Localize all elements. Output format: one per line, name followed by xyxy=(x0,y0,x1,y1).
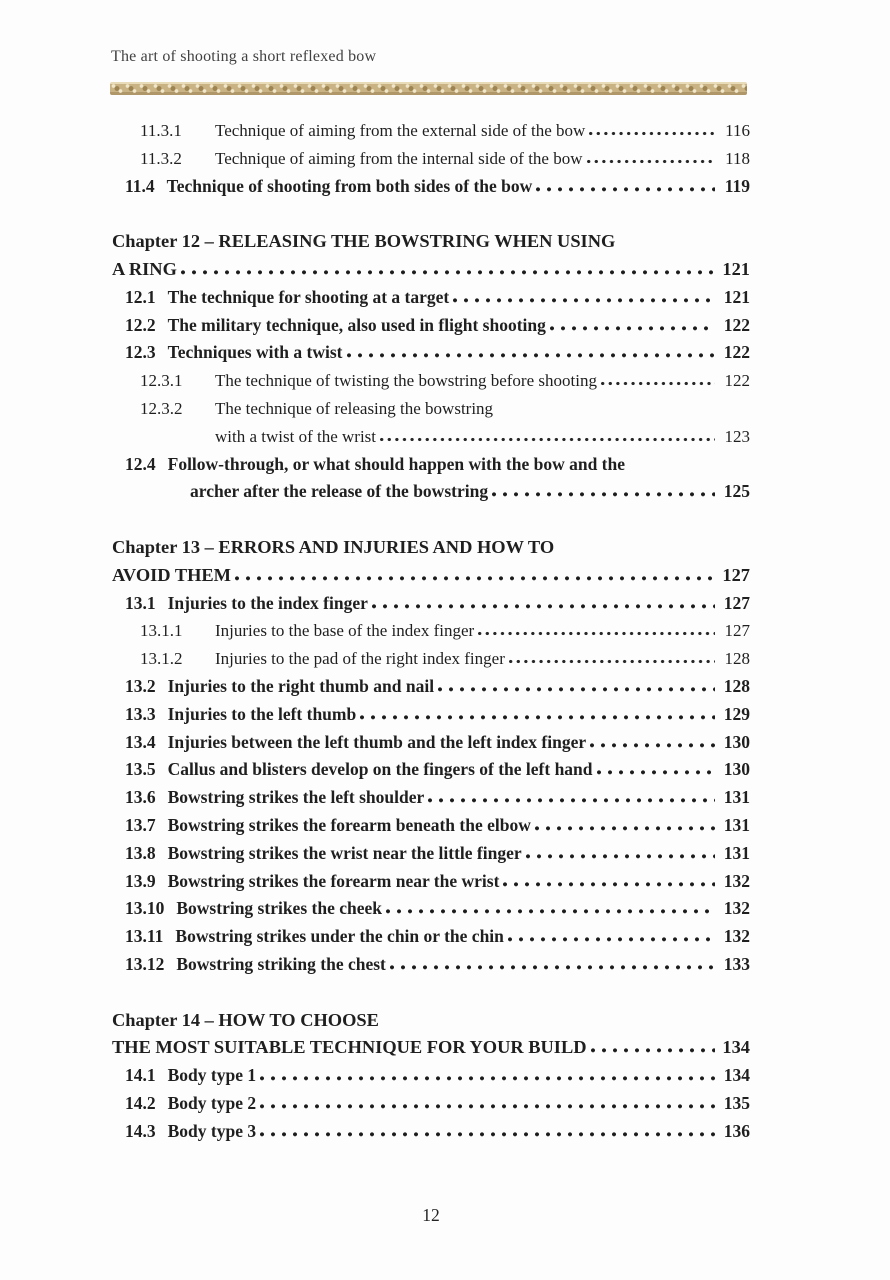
toc-entry-number: 11.4 xyxy=(125,175,155,196)
toc-entry-row xyxy=(112,478,750,506)
toc-entry-row xyxy=(112,284,750,312)
toc-entry-row xyxy=(112,756,750,784)
toc-entry-title: Techniques with a twist xyxy=(167,342,343,363)
dot-leader xyxy=(428,798,715,803)
toc-page-ref: 131 xyxy=(723,842,750,863)
toc-entry-row xyxy=(112,617,750,645)
toc-page-ref: 122 xyxy=(723,314,750,335)
dot-leader xyxy=(587,159,715,164)
toc-entry-row xyxy=(112,312,750,340)
toc-entry-row xyxy=(112,840,750,868)
toc-entry-number: 13.1.1 xyxy=(140,621,183,641)
toc-entry-number: 13.9 xyxy=(125,870,156,891)
dot-leader xyxy=(260,1104,715,1109)
toc-entry-row xyxy=(112,590,750,618)
toc-page-ref: 119 xyxy=(724,175,750,196)
toc-entry-title: Technique of shooting from both sides of the bow xyxy=(166,175,533,196)
dot-leader xyxy=(536,187,715,192)
toc-entry-row xyxy=(112,367,750,395)
toc-page-ref: 121 xyxy=(722,258,750,279)
toc-page-ref: 134 xyxy=(723,1065,750,1086)
toc-entry-title: Body type 2 xyxy=(167,1092,257,1113)
toc-entry-title: The military technique, also used in flight shooting xyxy=(167,314,546,335)
toc-entry-title: Bowstring strikes the wrist near the little finger xyxy=(167,842,522,863)
toc-entry-title: Body type 1 xyxy=(167,1065,257,1086)
toc-entry-number: 12.3.1 xyxy=(140,371,183,391)
dot-leader xyxy=(360,715,715,720)
dot-leader xyxy=(601,381,715,386)
toc-entry-row xyxy=(112,868,750,896)
dot-leader xyxy=(453,298,715,303)
dot-leader xyxy=(235,576,715,581)
dot-leader xyxy=(260,1076,715,1081)
toc-entry-number: 14.3 xyxy=(125,1120,156,1141)
toc-entry-row xyxy=(112,451,750,479)
toc-entry-title: archer after the release of the bowstring xyxy=(190,481,489,502)
toc-page-ref: 131 xyxy=(723,787,750,808)
toc-entry-title: Bowstring strikes under the chin or the chin xyxy=(175,926,504,947)
toc-entry-number: 12.2 xyxy=(125,314,156,335)
toc-page-ref: 130 xyxy=(723,759,750,780)
toc-chapter-row xyxy=(112,256,750,284)
toc-entry-title: Injuries to the right thumb and nail xyxy=(167,675,435,696)
toc-entry-number: 14.2 xyxy=(125,1092,156,1113)
toc-page-ref: 116 xyxy=(725,121,750,140)
toc-page-ref: 136 xyxy=(723,1120,750,1141)
toc-entry-title: Injuries to the index finger xyxy=(167,592,368,613)
toc-entry-row xyxy=(112,339,750,367)
dot-leader xyxy=(597,770,715,775)
toc-entry-row xyxy=(112,895,750,923)
toc-entry-row xyxy=(112,701,750,729)
toc-page-ref: 127 xyxy=(723,592,750,613)
dot-leader xyxy=(347,353,716,358)
toc-page-ref: 129 xyxy=(723,703,750,724)
toc-page-ref: 125 xyxy=(723,481,750,502)
toc-entry-number: 13.11 xyxy=(125,926,164,947)
toc-entry-number: 13.8 xyxy=(125,842,156,863)
toc-entry-row xyxy=(112,117,750,145)
toc-entry-row xyxy=(112,729,750,757)
toc-entry-number: 14.1 xyxy=(125,1065,156,1086)
toc-entry-row xyxy=(112,1062,750,1090)
toc-page-ref: 132 xyxy=(723,926,750,947)
toc-entry-number: 12.1 xyxy=(125,286,156,307)
dot-leader xyxy=(181,270,715,275)
toc-page-ref: 127 xyxy=(722,564,750,585)
toc-entry-title: Injuries to the left thumb xyxy=(167,703,357,724)
toc-entry-row xyxy=(112,173,750,201)
toc-page-ref: 131 xyxy=(723,814,750,835)
toc-page-ref: 118 xyxy=(725,148,750,168)
dot-leader xyxy=(503,882,715,887)
toc-entry-number: 13.1 xyxy=(125,592,156,613)
toc-chapter-row xyxy=(112,534,750,562)
toc-entry-title: Callus and blisters develop on the fingers of the left hand xyxy=(167,759,593,780)
toc-entry-row xyxy=(112,1118,750,1146)
toc-chapter-row xyxy=(112,562,750,590)
toc-entry-row xyxy=(112,923,750,951)
toc-entry-title: Injuries to the pad of the right index finger xyxy=(215,649,505,669)
toc-chapter-title: Chapter 13 – ERRORS AND INJURIES AND HOW TO xyxy=(112,536,555,557)
toc-entry-row xyxy=(112,812,750,840)
dot-leader xyxy=(492,492,715,497)
toc-entry-title: Injuries to the base of the index finger xyxy=(215,621,475,641)
toc-entry-title: The technique for shooting at a target xyxy=(167,286,450,307)
dot-leader xyxy=(590,743,715,748)
toc-chapter-title: THE MOST SUITABLE TECHNIQUE FOR YOUR BUILD xyxy=(112,1037,587,1058)
dot-leader xyxy=(478,631,715,636)
toc-entry-number: 11.3.2 xyxy=(140,148,182,168)
toc-entry-row xyxy=(112,145,750,173)
dot-leader xyxy=(390,965,715,970)
toc-entry-number: 13.1.2 xyxy=(140,649,183,669)
dot-leader xyxy=(591,1048,715,1053)
toc-entry-title: Bowstring strikes the forearm near the wrist xyxy=(167,870,500,891)
toc-entry-title: Bowstring strikes the forearm beneath the elbow xyxy=(167,814,531,835)
dot-leader xyxy=(380,437,715,442)
toc-entry-number: 11.3.1 xyxy=(140,121,182,140)
dot-leader xyxy=(509,659,715,664)
toc-page-ref: 133 xyxy=(723,953,750,974)
toc-page-ref: 132 xyxy=(723,898,750,919)
toc-page-ref: 123 xyxy=(724,426,750,446)
toc-entry-row xyxy=(112,423,750,451)
dot-leader xyxy=(438,687,715,692)
toc-entry-number: 13.7 xyxy=(125,814,156,835)
toc-entry-title: Body type 3 xyxy=(167,1120,257,1141)
toc-entry-row xyxy=(112,395,750,423)
dot-leader xyxy=(526,854,715,859)
dot-leader xyxy=(260,1132,715,1137)
toc-entry-title: Bowstring strikes the left shoulder xyxy=(167,787,425,808)
dot-leader xyxy=(550,326,715,331)
toc-page-ref: 122 xyxy=(723,342,750,363)
toc-entry-number: 13.4 xyxy=(125,731,156,752)
toc-chapter-row xyxy=(112,1034,750,1062)
toc-page-ref: 128 xyxy=(723,675,750,696)
toc-entry-number: 13.5 xyxy=(125,759,156,780)
toc-entry-title: with a twist of the wrist xyxy=(215,426,377,446)
toc-chapter-row xyxy=(112,1007,750,1035)
toc-chapter-title: AVOID THEM xyxy=(112,564,232,585)
toc-entry-title: Technique of aiming from the internal side of the bow xyxy=(215,148,583,168)
toc-entry-title: Bowstring strikes the cheek xyxy=(176,898,382,919)
toc-page-ref: 121 xyxy=(723,286,750,307)
toc-entry-title: Bowstring striking the chest xyxy=(176,953,386,974)
table-of-contents xyxy=(112,117,750,1145)
toc-entry-title: The technique of twisting the bowstring before shooting xyxy=(215,371,597,391)
running-header: The art of shooting a short reflexed bow xyxy=(111,48,377,65)
toc-entry-row xyxy=(112,1090,750,1118)
toc-entry-number: 13.12 xyxy=(125,953,165,974)
toc-chapter-title: Chapter 14 – HOW TO CHOOSE xyxy=(112,1009,379,1030)
toc-entry-row xyxy=(112,951,750,979)
toc-entry-number: 13.3 xyxy=(125,703,156,724)
ornament-divider xyxy=(110,82,747,95)
toc-page-ref: 122 xyxy=(724,371,750,391)
toc-chapter-title: A RING xyxy=(112,258,177,279)
toc-chapter-title: Chapter 12 – RELEASING THE BOWSTRING WHEN USING xyxy=(112,231,616,252)
dot-leader xyxy=(372,604,715,609)
toc-entry-title: Technique of aiming from the external side of the bow xyxy=(215,121,586,140)
toc-page-ref: 127 xyxy=(724,621,750,641)
toc-chapter-row xyxy=(112,228,750,256)
dot-leader xyxy=(508,937,715,942)
toc-entry-number: 12.3.2 xyxy=(140,398,183,418)
dot-leader xyxy=(535,826,715,831)
toc-entry-number: 12.3 xyxy=(125,342,156,363)
toc-entry-row xyxy=(112,673,750,701)
toc-entry-title: Follow-through, or what should happen with the bow and the xyxy=(167,453,626,474)
toc-entry-title: The technique of releasing the bowstring xyxy=(215,398,494,418)
toc-entry-row xyxy=(112,645,750,673)
toc-entry-number: 13.10 xyxy=(125,898,165,919)
toc-entry-title: Injuries between the left thumb and the left index finger xyxy=(167,731,587,752)
page-number: 12 xyxy=(422,1205,440,1225)
toc-page-ref: 134 xyxy=(722,1037,750,1058)
toc-page-ref: 135 xyxy=(723,1092,750,1113)
toc-entry-number: 13.6 xyxy=(125,787,156,808)
toc-page-ref: 130 xyxy=(723,731,750,752)
toc-page-ref: 132 xyxy=(723,870,750,891)
dot-leader xyxy=(386,909,715,914)
toc-entry-row xyxy=(112,784,750,812)
dot-leader xyxy=(589,131,715,136)
toc-page-ref: 128 xyxy=(724,649,750,669)
toc-entry-number: 13.2 xyxy=(125,675,156,696)
toc-entry-number: 12.4 xyxy=(125,453,156,474)
